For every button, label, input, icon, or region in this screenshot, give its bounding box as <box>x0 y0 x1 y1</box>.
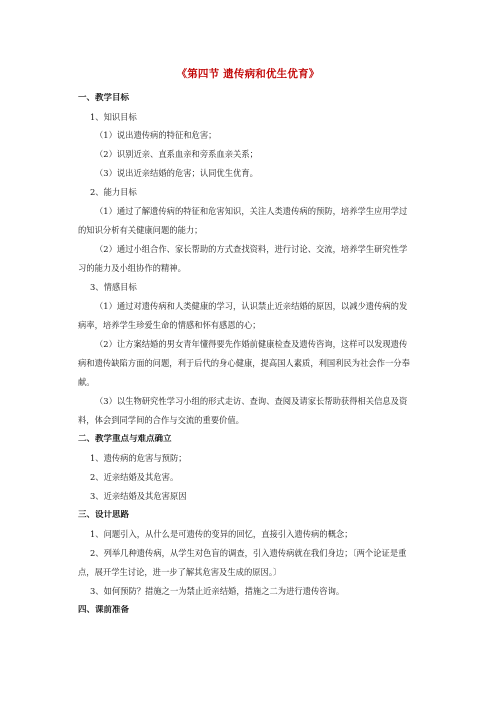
subheading-knowledge: 1、知识目标 <box>90 112 137 122</box>
paragraph-line: （1）说出遗传病的特征和危害； <box>95 130 217 140</box>
paragraph-line: 的知识分析有关健康问题的能力； <box>78 225 203 235</box>
paragraph-line: （2）让方案结婚的男女青年懂得要先作婚前健康检查及遗传咨询，这样可以发现遗传 <box>95 339 408 349</box>
paragraph-line: （1）通过对遗传病和人类健康的学习，认识禁止近亲结婚的原因，以减少遗传病的发 <box>95 301 408 311</box>
paragraph-line: （1）通过了解遗传病的特征和危害知识，关注人类遗传病的预防，培养学生应用学过 <box>95 206 408 216</box>
paragraph-line: 病和遗传缺陷方面的问题，利于后代的身心健康，提高国人素质，利国利民为社会作一分奉 <box>78 358 410 368</box>
paragraph-line: （2）识别近亲、直系血亲和旁系血亲关系； <box>95 149 258 159</box>
paragraph-line: 献。 <box>78 377 95 387</box>
list-item: 3、如何预防？措施之一为禁止近亲结婚，措施之二为进行遗传咨询。 <box>90 586 345 596</box>
list-item: 1、遗传病的危害与预防； <box>90 453 187 463</box>
paragraph-line: 料，体会到同学间的合作与交流的重要价值。 <box>78 415 244 425</box>
subheading-emotion: 3、情感目标 <box>90 282 137 292</box>
paragraph-line: 病率，培养学生珍爱生命的情感和怀有感恩的心； <box>78 320 261 330</box>
paragraph-line: （3）以生物研究性学习小组的形式走访、查询、查阅及请家长帮助获得相关信息及资 <box>95 396 408 406</box>
section-heading-preparation: 四、课前准备 <box>78 605 130 615</box>
list-item: 1、问题引入，从什么是可遗传的变异的回忆，直接引入遗传病的概念； <box>90 529 353 539</box>
document-title: 《第四节 遗传病和优生优育》 <box>176 68 320 80</box>
paragraph-line: 习的能力及小组协作的精神。 <box>78 263 186 273</box>
section-heading-design: 三、设计思路 <box>78 510 130 520</box>
paragraph-line: （2）通过小组合作、家长帮助的方式查找资料，进行讨论、交流，培养学生研究性学 <box>95 244 408 254</box>
subheading-ability: 2、能力目标 <box>90 187 137 197</box>
paragraph-line: （3）说出近亲结婚的危害；认同优生优育。 <box>95 168 258 178</box>
paragraph-line: 点，展开学生讨论，进一步了解其危害及生成的原因。〕 <box>78 567 282 577</box>
list-item: 2、列举几种遗传病，从学生对色盲的调查，引入遗传病就在我们身边；〔两个论证是重 <box>90 548 407 558</box>
section-heading-objectives: 一、教学目标 <box>78 93 130 103</box>
section-heading-key-points: 二、教学重点与难点确立 <box>78 434 172 444</box>
list-item: 2、近亲结婚及其危害。 <box>90 472 179 482</box>
list-item: 3、近亲结婚及其危害原因 <box>90 491 187 501</box>
